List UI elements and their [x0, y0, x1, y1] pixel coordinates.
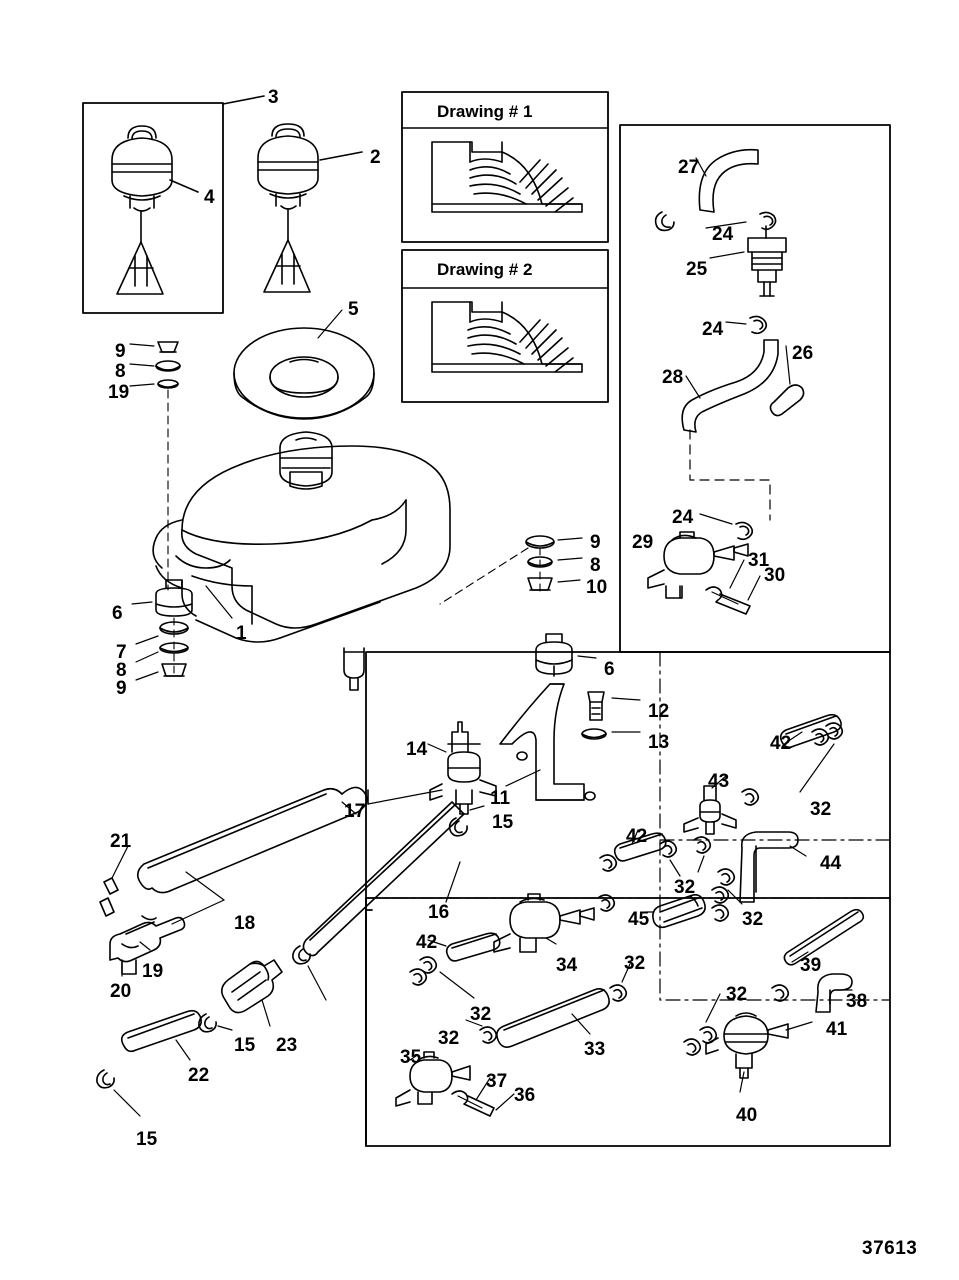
- callout-15-a: 15: [492, 812, 514, 833]
- callout-35: 35: [400, 1047, 422, 1068]
- callout-9-a: 9: [115, 341, 126, 362]
- callout-1: 1: [236, 623, 247, 644]
- callout-29: 29: [632, 532, 654, 553]
- callout-14: 14: [406, 739, 428, 760]
- callout-5: 5: [348, 299, 359, 320]
- callout-27: 27: [678, 157, 700, 178]
- callout-6-a: 6: [112, 603, 123, 624]
- callout-19-a: 19: [108, 382, 130, 403]
- callout-43: 43: [708, 771, 730, 792]
- callout-45: 45: [628, 909, 650, 930]
- callout-12: 12: [648, 701, 670, 722]
- callout-19-b: 19: [142, 961, 164, 982]
- callout-42-b: 42: [626, 826, 648, 847]
- callout-25: 25: [686, 259, 708, 280]
- callout-32-c: 32: [742, 909, 764, 930]
- callout-32-a: 32: [810, 799, 832, 820]
- callout-15-b: 15: [234, 1035, 256, 1056]
- callout-8-a: 8: [115, 361, 126, 382]
- callout-23: 23: [276, 1035, 298, 1056]
- callout-22: 22: [188, 1065, 210, 1086]
- callout-2: 2: [370, 147, 381, 168]
- callout-44: 44: [820, 853, 842, 874]
- callout-32-d: 32: [624, 953, 646, 974]
- drawing-number: 37613: [862, 1238, 918, 1259]
- callout-32-e: 32: [470, 1004, 492, 1025]
- callout-36: 36: [514, 1085, 536, 1106]
- callout-8-c: 8: [116, 660, 127, 681]
- callout-40: 40: [736, 1105, 758, 1126]
- callout-39: 39: [800, 955, 822, 976]
- callout-8-b: 8: [590, 555, 601, 576]
- callout-30: 30: [764, 565, 786, 586]
- callout-4: 4: [204, 187, 215, 208]
- callout-9-b: 9: [590, 532, 601, 553]
- callout-31: 31: [748, 550, 770, 571]
- inset-title-drawing-2: Drawing # 2: [437, 260, 533, 279]
- callout-6-b: 6: [604, 659, 615, 680]
- callout-41: 41: [826, 1019, 848, 1040]
- callout-32-g: 32: [438, 1028, 460, 1049]
- callout-11: 11: [490, 788, 511, 809]
- callout-10: 10: [586, 577, 608, 598]
- callout-42-a: 42: [770, 733, 792, 754]
- callout-24-b: 24: [702, 319, 724, 340]
- callout-16: 16: [428, 902, 450, 923]
- callout-9-c: 9: [116, 678, 127, 699]
- callout-15-c: 15: [136, 1129, 158, 1150]
- callout-26: 26: [792, 343, 814, 364]
- inset-title-drawing-1: Drawing # 1: [437, 102, 533, 121]
- callout-24-c: 24: [672, 507, 694, 528]
- callout-32-f: 32: [726, 984, 748, 1005]
- callout-42-c: 42: [416, 932, 438, 953]
- callout-7: 7: [116, 642, 127, 663]
- callout-34: 34: [556, 955, 578, 976]
- callout-37: 37: [486, 1071, 508, 1092]
- callout-20: 20: [110, 981, 132, 1002]
- callout-18: 18: [234, 913, 256, 934]
- callout-32-b: 32: [674, 877, 696, 898]
- callout-17: 17: [344, 801, 366, 822]
- callout-21: 21: [110, 831, 132, 852]
- callout-13: 13: [648, 732, 670, 753]
- callout-3: 3: [268, 87, 279, 108]
- callout-28: 28: [662, 367, 684, 388]
- callout-38: 38: [846, 991, 868, 1012]
- callout-24-a: 24: [712, 224, 734, 245]
- callout-33: 33: [584, 1039, 606, 1060]
